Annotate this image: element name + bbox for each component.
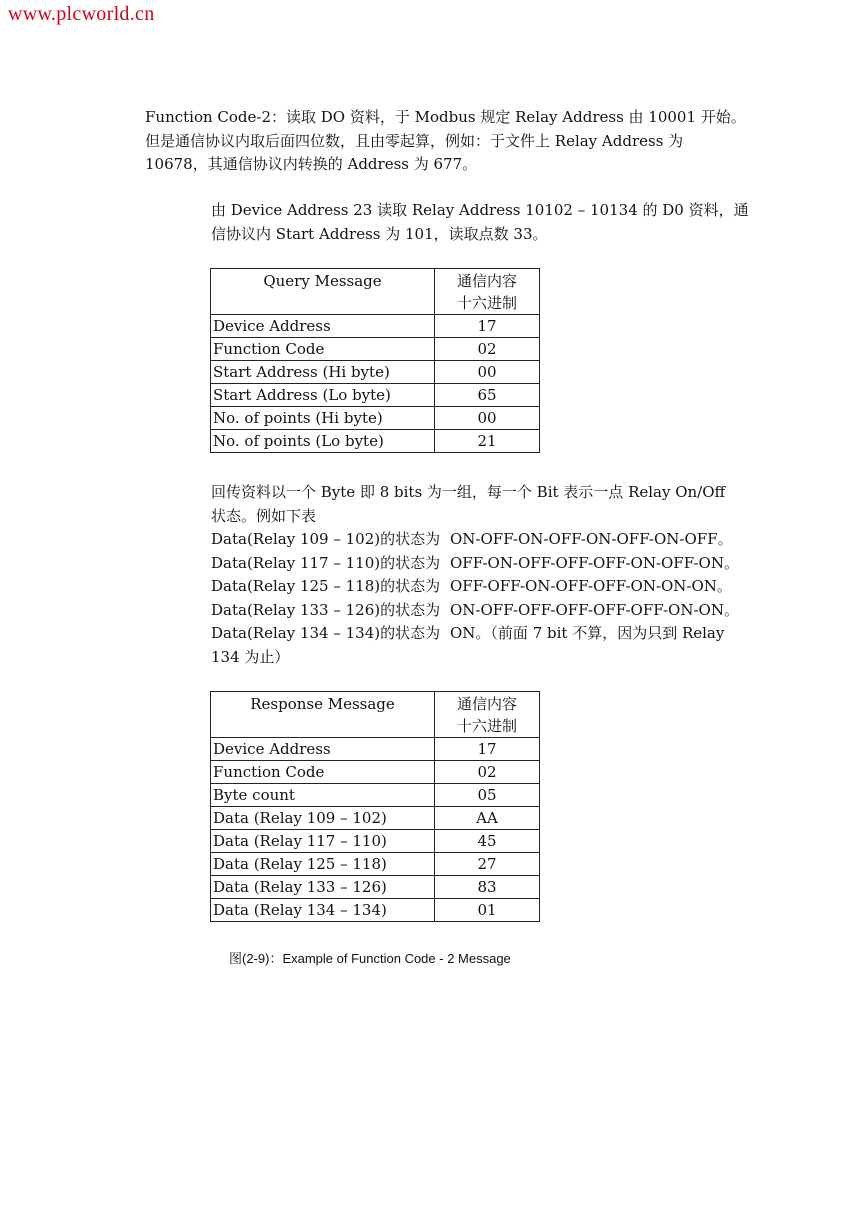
- value-cell: 02: [435, 761, 540, 784]
- table-row: [211, 761, 540, 784]
- watermark-text: www.plcworld.cn: [8, 3, 155, 25]
- table-row: [211, 899, 540, 922]
- relay-status-value: ON-OFF-OFF-OFF-OFF-OFF-ON-ON。: [450, 600, 739, 619]
- table-row: [211, 738, 540, 761]
- table-row: [211, 876, 540, 899]
- value-cell: 05: [435, 784, 540, 807]
- relay-status-value: ON。（前面 7 bit 不算，因为只到 Relay: [450, 624, 725, 642]
- note-line: 状态。例如下表: [211, 506, 317, 525]
- header-query-message: Query Message: [211, 269, 435, 315]
- intro-line: 但是通信协议内取后面四位数，且由零起算，例如：于文件上 Relay Address 为: [145, 131, 684, 150]
- table-header-row: [211, 269, 540, 315]
- header-content-hex: [435, 269, 540, 315]
- value-cell: 65: [435, 384, 540, 407]
- table-row: [211, 784, 540, 807]
- relay-status-value: ON-OFF-ON-OFF-ON-OFF-ON-OFF。: [450, 530, 733, 548]
- value-cell: 17: [435, 738, 540, 761]
- relay-status-value: OFF-ON-OFF-OFF-OFF-ON-OFF-ON。: [450, 553, 739, 572]
- table-row: [211, 430, 540, 453]
- header-response-message: Response Message: [211, 692, 435, 738]
- field-cell: No. of points (Lo byte): [211, 430, 435, 453]
- header-hex-label: 十六进制: [456, 294, 517, 312]
- example-paragraph: [211, 199, 749, 246]
- response-message-table: [210, 691, 540, 922]
- relay-status-label: Data(Relay 117 – 110)的状态为: [211, 553, 441, 572]
- header-content-label: 通信内容: [456, 272, 517, 290]
- relay-status-line: [211, 552, 739, 576]
- header-hex-label: 十六进制: [456, 717, 517, 735]
- table-row: [211, 315, 540, 338]
- value-cell: 00: [435, 361, 540, 384]
- field-cell: Start Address (Lo byte): [211, 384, 435, 407]
- value-cell: 27: [435, 853, 540, 876]
- value-cell: 02: [435, 338, 540, 361]
- relay-status-label: Data(Relay 125 – 118)的状态为: [211, 577, 441, 595]
- intro-line: Function Code-2：读取 DO 资料，于 Modbus 规定 Relay Address 由 10001 开始。: [145, 108, 746, 126]
- query-message-table: [210, 268, 540, 453]
- response-note-paragraph: [211, 481, 739, 669]
- relay-status-line: [211, 528, 739, 552]
- value-cell: 00: [435, 407, 540, 430]
- value-cell: 17: [435, 315, 540, 338]
- table-row: [211, 338, 540, 361]
- field-cell: Start Address (Hi byte): [211, 361, 435, 384]
- header-content-label: 通信内容: [456, 695, 517, 713]
- relay-status-label: Data(Relay 133 – 126)的状态为: [211, 600, 441, 619]
- table-row: [211, 361, 540, 384]
- example-line: 信协议内 Start Address 为 101，读取点数 33。: [211, 224, 548, 243]
- note-tail-line: 134 为止）: [211, 647, 290, 666]
- value-cell: 45: [435, 830, 540, 853]
- table-row: [211, 853, 540, 876]
- table-header-row: [211, 692, 540, 738]
- relay-status-line: [211, 575, 739, 599]
- field-cell: Data (Relay 117 – 110): [211, 830, 435, 853]
- table-row: [211, 407, 540, 430]
- field-cell: Data (Relay 125 – 118): [211, 853, 435, 876]
- field-cell: Device Address: [211, 315, 435, 338]
- note-line: 回传资料以一个 Byte 即 8 bits 为一组，每一个 Bit 表示一点 Relay On/Off: [211, 483, 726, 501]
- field-cell: Data (Relay 133 – 126): [211, 876, 435, 899]
- relay-status-line: [211, 599, 739, 623]
- value-cell: 21: [435, 430, 540, 453]
- relay-status-line: [211, 622, 739, 646]
- field-cell: Device Address: [211, 738, 435, 761]
- field-cell: Data (Relay 134 – 134): [211, 899, 435, 922]
- table-row: [211, 830, 540, 853]
- table-row: [211, 807, 540, 830]
- intro-line: 10678，其通信协议内转换的 Address 为 677。: [145, 155, 478, 173]
- intro-paragraph: [145, 106, 746, 177]
- field-cell: Byte count: [211, 784, 435, 807]
- relay-status-label: Data(Relay 134 – 134)的状态为: [211, 624, 441, 642]
- field-cell: Data (Relay 109 – 102): [211, 807, 435, 830]
- relay-status-label: Data(Relay 109 – 102)的状态为: [211, 530, 441, 548]
- value-cell: 83: [435, 876, 540, 899]
- figure-caption: 图(2-9)：Example of Function Code - 2 Message: [229, 951, 511, 966]
- field-cell: Function Code: [211, 338, 435, 361]
- table-row: [211, 384, 540, 407]
- relay-status-value: OFF-OFF-ON-OFF-OFF-ON-ON-ON。: [450, 577, 732, 595]
- field-cell: Function Code: [211, 761, 435, 784]
- header-content-hex: [435, 692, 540, 738]
- value-cell: AA: [435, 807, 540, 830]
- example-line: 由 Device Address 23 读取 Relay Address 10102 – 10134 的 D0 资料，通: [211, 201, 749, 219]
- value-cell: 01: [435, 899, 540, 922]
- field-cell: No. of points (Hi byte): [211, 407, 435, 430]
